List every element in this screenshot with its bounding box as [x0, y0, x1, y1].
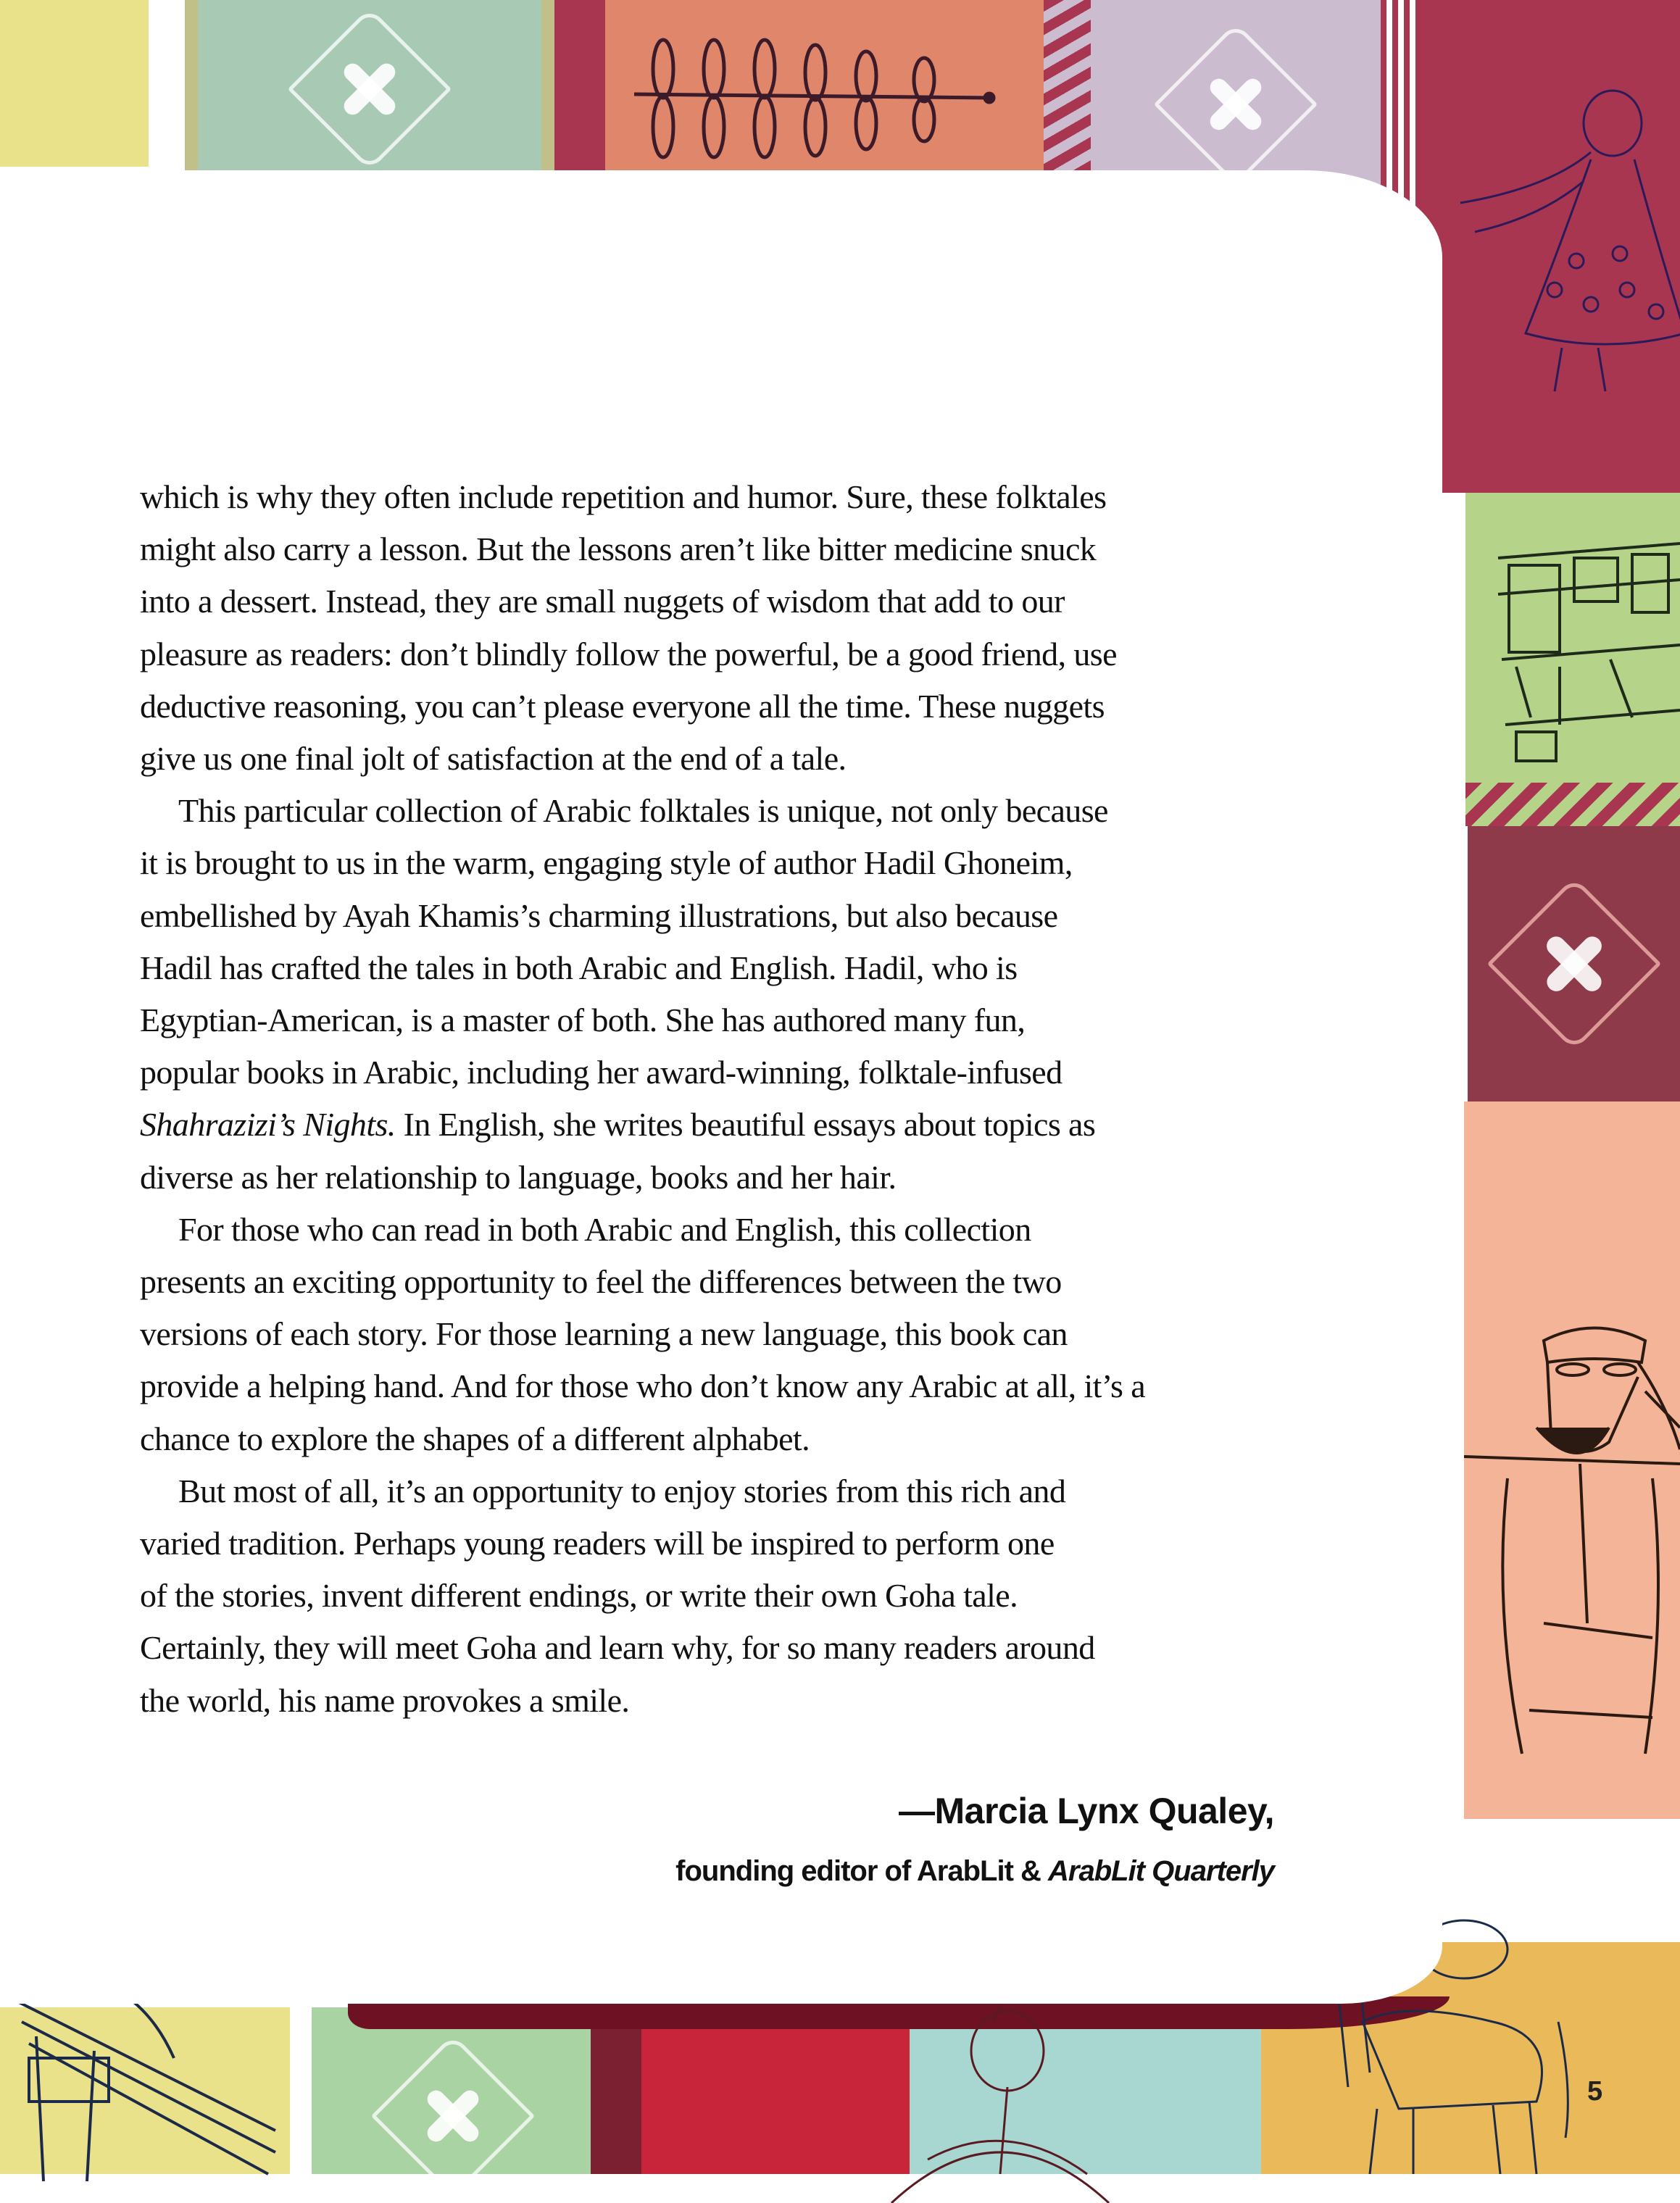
diamond-motif-icon [1154, 22, 1318, 186]
text-line: versions of each story. For those learning a new language, this book can [140, 1315, 1068, 1353]
diamond-motif-icon [371, 2033, 535, 2197]
diamond-motif-icon [1486, 877, 1660, 1051]
text-line: presents an exciting opportunity to feel the differences between the two [140, 1263, 1062, 1301]
paragraph-3 [140, 1204, 1307, 1465]
diamond-motif-icon [288, 7, 452, 170]
text-line: pleasure as readers: don’t blindly follow the powerful, be a good friend, use [140, 635, 1117, 672]
text-line: popular books in Arabic, including her award-winning, folktale-infused [140, 1054, 1063, 1091]
border-right-peach [1464, 1102, 1680, 1819]
text-line: provide a helping hand. And for those who don’t know any Arabic at all, it’s a [140, 1367, 1146, 1405]
text-line: diverse as her relationship to language, books and her hair. [140, 1158, 897, 1196]
border-right-lime [1465, 493, 1680, 783]
text-line: of the stories, invent different endings, or write their own Goha tale. [140, 1577, 1018, 1615]
border-bottom-mint [312, 2007, 594, 2174]
page-number: 5 [1587, 2076, 1603, 2107]
border-top-sage [185, 0, 554, 178]
text-line: Egyptian-American, is a master of both. She has authored many fun, [140, 1001, 1026, 1039]
signature-role [675, 1855, 1274, 1888]
signature-name: —Marcia Lynx Qualey, [899, 1791, 1274, 1831]
foreword-body [140, 471, 1307, 1727]
border-right-maroon [1417, 0, 1680, 493]
house-facade-icon [1465, 515, 1680, 775]
text-line: Certainly, they will meet Goha and learn why, for so many readers around [140, 1629, 1095, 1667]
publication-title-italic: ArabLit Quarterly [1048, 1855, 1274, 1887]
text-line: Hadil has crafted the tales in both Arabic and English. Hadil, who is [140, 949, 1018, 986]
text-line: In English, she writes beautiful essays about topics as [395, 1106, 1096, 1144]
text-line: which is why they often include repetition and humor. Sure, these folktales [140, 478, 1107, 515]
text-line: deductive reasoning, you can’t please everyone all the time. These nuggets [140, 687, 1105, 725]
border-right-brick [1468, 826, 1680, 1102]
woman-in-dress-icon [1446, 72, 1680, 449]
bearded-man-with-headscarf-icon [1464, 1246, 1680, 1826]
border-top-salmon [605, 0, 1055, 183]
border-bottom-yellow [0, 2007, 290, 2174]
text-line: the world, his name provokes a smile. [140, 1681, 630, 1719]
paragraph-4 [140, 1465, 1307, 1727]
text-line: give us one final jolt of satisfaction at the end of a tale. [140, 740, 847, 778]
text-line: varied tradition. Perhaps young readers will be inspired to perform one [140, 1525, 1055, 1562]
text-line: embellished by Ayah Khamis’s charming illustrations, but also because [140, 896, 1058, 934]
border-top-yellow [0, 0, 149, 167]
paragraph-2 [140, 785, 1307, 1204]
text-line: might also carry a lesson. But the lessons aren’t like bitter medicine snuck [140, 530, 1097, 568]
border-bottom-darkred-strip [591, 2007, 641, 2174]
leaf-branch-icon [620, 36, 1026, 181]
signature-role-text: founding editor of ArabLit & [675, 1855, 1049, 1887]
text-line: But most of all, it’s an opportunity to enjoy stories from this rich and [178, 1472, 1066, 1509]
border-top-maroon-strip [554, 0, 605, 181]
text-line: into a dessert. Instead, they are small nuggets of wisdom that add to our [140, 583, 1065, 620]
text-line: it is brought to us in the warm, engaging style of author Hadil Ghoneim, [140, 844, 1073, 882]
text-line: For those who can read in both Arabic and English, this collection [178, 1210, 1031, 1248]
text-line: This particular collection of Arabic folktales is unique, not only because [178, 792, 1108, 830]
border-right-zigzag [1465, 783, 1680, 826]
paragraph-1 [140, 471, 1307, 785]
text-line: chance to explore the shapes of a different alphabet. [140, 1420, 810, 1457]
book-title-italic: Shahrazizi’s Nights. [140, 1106, 396, 1144]
